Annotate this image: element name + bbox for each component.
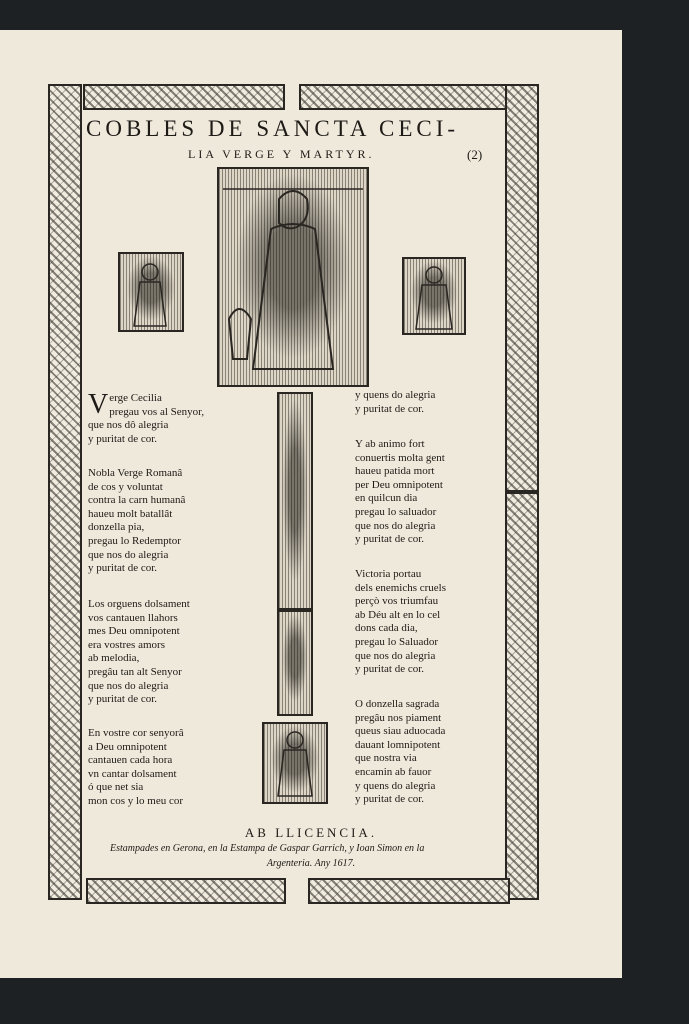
verse-line: y puritat de cor. [355, 402, 425, 415]
bottom-border-right [308, 878, 510, 904]
verse-line: mon cos y lo meu cor [88, 794, 184, 807]
verse-line: y puritat de cor. [88, 432, 158, 445]
verse-line: pregau lo Saluador [355, 635, 439, 648]
verse-line: haueu patida mort [355, 465, 435, 478]
verse-line: ab Déu alt en lo cel [355, 608, 441, 621]
ornament-column-top [277, 392, 313, 610]
verse-line: dons cada dia, [355, 622, 418, 635]
right-stanza-4 [355, 698, 445, 807]
left-stanza-3 [88, 598, 190, 707]
verse-line: que nos do alegria [355, 519, 436, 532]
right-stanza-3 [355, 568, 446, 677]
verse-line: vos cantauen llahors [88, 611, 178, 624]
imprint-line-2: Argenteria. Any 1617. [266, 858, 356, 869]
verse-line: y puritat de cor. [355, 793, 425, 806]
verse-line: y quens do alegria [355, 779, 436, 792]
verse-line: en quilcun dia [355, 492, 418, 505]
verse-line: que nos do alegria [88, 679, 169, 692]
verse-line: contra la carn humanâ [88, 494, 186, 507]
imprint-line-1: Estampades en Gerona, en la Estampa de Gaspar Garrich, y Ioan Simon en la [110, 843, 425, 854]
verse-line: pregau vos al Senyor, [109, 405, 205, 418]
verse-line: O donzella sagrada [355, 698, 440, 710]
page-title: COBLES DE SANCTA CECI- [86, 116, 460, 141]
top-border-right [299, 84, 509, 110]
verse-line: erge Cecilia [109, 392, 162, 404]
verse-line: perçò vos triumfau [355, 595, 439, 608]
license-heading: AB LLICENCIA. [244, 825, 378, 840]
left-stanza-1 [88, 389, 205, 446]
left-stanza-2 [88, 467, 185, 576]
verse-line: pregâu nos piament [355, 711, 442, 724]
verse-line: donzella pia, [88, 521, 145, 534]
verse-line: haueu molt batallât [88, 507, 173, 520]
verse-line: era vostres amors [88, 638, 165, 651]
woodcut-small-saint-bottom [262, 722, 328, 804]
left-stanza-4 [88, 727, 184, 809]
verse-line: que nos dô alegria [88, 419, 169, 432]
verse-line: y quens do alegria [355, 389, 436, 401]
verse-line: per Deu omnipotent [355, 478, 443, 491]
verse-line: de cos y voluntat [88, 480, 163, 493]
verse-line: dels enemichs cruels [355, 581, 447, 594]
verse-line: pregâu tan alt Senyor [88, 665, 182, 678]
verse-line: ab melodia, [88, 652, 140, 665]
verse-line: Los orguens dolsament [88, 598, 190, 610]
verse-line: y puritat de cor. [88, 562, 158, 575]
verse-line: Victoria portau [355, 568, 422, 580]
verse-line: pregau lo Redemptor [88, 534, 181, 547]
verse-line: encamin ab fauor [355, 765, 432, 778]
left-border [48, 84, 82, 900]
verse-line: mes Deu omnipotent [88, 625, 180, 638]
bottom-border-left [86, 878, 286, 904]
verse-line: pregau lo saluador [355, 505, 437, 518]
right-border-upper [505, 84, 539, 492]
page-subtitle: LIA VERGE Y MARTYR. [188, 147, 375, 161]
verse-line: conuertis molta gent [355, 451, 445, 464]
woodcut-small-saint-right [402, 257, 466, 335]
verse-line: que nos do alegria [88, 548, 169, 561]
drop-cap: V [88, 389, 109, 420]
verse-line: vn cantar dolsament [88, 767, 177, 780]
verse-line: que nostra via [355, 752, 417, 765]
verse-line: y puritat de cor. [355, 533, 425, 546]
verse-line: En vostre cor senyorâ [88, 727, 184, 739]
verse-line: que nos do alegria [355, 649, 436, 662]
verse-line: a Deu omnipotent [88, 740, 167, 753]
verse-line: y puritat de cor. [88, 693, 158, 706]
right-stanza-2 [355, 438, 445, 547]
top-border-left [83, 84, 285, 110]
verse-line: cantauen cada hora [88, 754, 173, 767]
verse-line: Y ab animo fort [355, 438, 425, 450]
page-number: (2) [467, 147, 483, 162]
verse-line: y puritat de cor. [355, 663, 425, 676]
ornament-column-bottom [277, 610, 313, 716]
right-stanza-1 [355, 389, 435, 416]
woodcut-small-saint-left [118, 252, 184, 332]
woodcut-saint-cecilia [217, 167, 369, 387]
verse-line: dauant lomnipotent [355, 738, 441, 751]
verse-line: ó que net sia [88, 781, 144, 794]
verse-line: Nobla Verge Romanâ [88, 467, 183, 479]
verse-line: queus siau aduocada [355, 725, 446, 738]
